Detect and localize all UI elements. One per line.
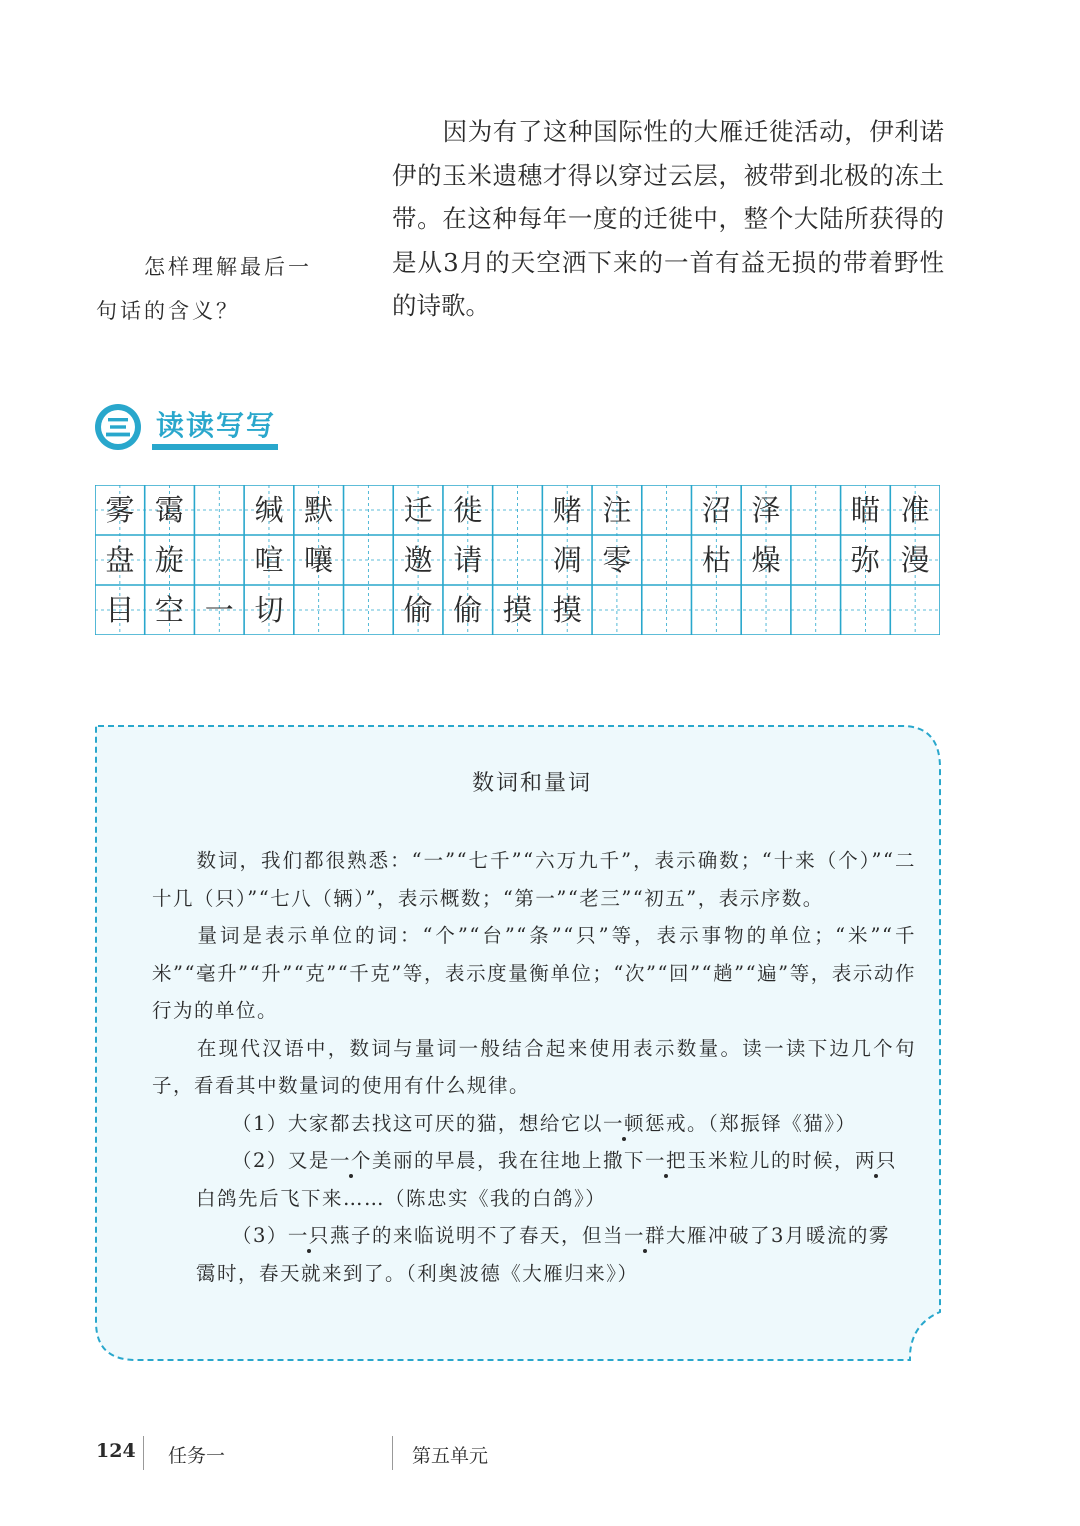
grid-character: 嚷 — [304, 543, 334, 577]
example-text: 大家都去找这可厌的猫，想给它以 — [287, 1111, 603, 1135]
example-text: 美丽的早晨，我在往地上撒下 — [371, 1149, 645, 1172]
footer-divider — [392, 1436, 393, 1470]
emphasized-measure-word: 一顿 — [602, 1111, 645, 1135]
grid-character: 枯 — [701, 543, 731, 577]
card-paragraph-text: 数词，我们都很熟悉：“一”“七千”“六万九千”，表示确数；“十来（个）”“二十几（只）”“七八（辆）”，表示概数；“第一”“老三”“初五”，表示序数。 — [152, 849, 916, 910]
grid-character: 喧 — [254, 543, 284, 577]
knowledge-card-title: 数词和量词 — [471, 771, 592, 796]
grid-character: 摸 — [502, 593, 532, 627]
footer-unit-label: 第五单元 — [412, 1445, 489, 1467]
side-note-text: 怎样理解最后一句话的含义？ — [96, 255, 312, 323]
grid-character: 默 — [304, 493, 334, 527]
footer-divider — [143, 1436, 144, 1470]
grid-character: 邀 — [403, 543, 433, 577]
grid-character: 准 — [900, 493, 930, 527]
card-paragraph-classifiers — [152, 917, 916, 1030]
emphasized-measure-word: 一群 — [623, 1224, 666, 1247]
emphasized-measure-word: 一只 — [287, 1224, 330, 1247]
page-number: 124 — [96, 1440, 136, 1462]
example-text: 又是 — [287, 1149, 330, 1172]
grid-character: 注 — [602, 493, 632, 527]
example-sentence-2 — [152, 1142, 916, 1180]
main-paragraph — [392, 110, 944, 328]
example-text: 燕子的来临说明不了春天，但当 — [329, 1224, 624, 1247]
grid-character: 摸 — [552, 593, 582, 627]
grid-character: 燥 — [751, 543, 781, 577]
grid-character: 一 — [204, 593, 234, 627]
example-text: 大雁冲破了3月暖流的雾 — [665, 1224, 890, 1247]
grid-character: 霭 — [155, 493, 185, 527]
example-sentence-3-continued: 霭时，春天就来到了。（利奥波德《大雁归来》） — [196, 1261, 639, 1285]
emphasized-measure-word: 两只 — [855, 1149, 898, 1172]
grid-character: 雾 — [105, 493, 135, 527]
emphasized-measure-word: 一把 — [644, 1149, 687, 1172]
grid-character: 泽 — [751, 493, 781, 527]
grid-character: 缄 — [254, 493, 284, 527]
grid-character: 沼 — [701, 493, 731, 527]
example-number: （2） — [232, 1149, 288, 1172]
grid-character: 凋 — [552, 543, 582, 577]
grid-character: 请 — [453, 543, 483, 577]
section-number-badge-icon — [94, 403, 142, 451]
grid-character: 空 — [155, 593, 185, 627]
example-text: 惩戒。（郑振铎《猫》） — [644, 1111, 857, 1135]
grid-character: 弥 — [850, 543, 880, 577]
example-text: 玉米粒儿的时候， — [686, 1149, 855, 1172]
example-sentence-1 — [152, 1105, 916, 1143]
grid-character: 旋 — [155, 543, 185, 577]
grid-character: 徙 — [453, 493, 483, 527]
grid-character: 漫 — [900, 543, 930, 577]
grid-character: 切 — [254, 593, 284, 627]
footer-task-label: 任务一 — [168, 1445, 226, 1467]
grid-character: 瞄 — [850, 493, 880, 527]
grid-character: 偷 — [403, 593, 433, 627]
example-number: （3） — [232, 1224, 288, 1247]
card-paragraph-numerals — [152, 842, 916, 917]
knowledge-card — [92, 724, 942, 1364]
grid-character: 零 — [602, 543, 632, 577]
side-note — [96, 245, 328, 333]
section-title-underline — [152, 444, 278, 450]
grid-character: 赌 — [552, 493, 582, 527]
emphasized-measure-word: 一个 — [329, 1149, 372, 1172]
card-paragraph-text: 量词是表示单位的词：“个”“台”“条”“只”等，表示事物的单位；“米”“千米”“毫升”“升”“克”“千克”等，表示度量衡单位；“次”“回”“趟”“遍”等，表示动作行为的单位。 — [152, 924, 916, 1022]
grid-character: 目 — [105, 593, 135, 627]
grid-character: 迁 — [403, 493, 433, 527]
card-paragraph-text: 在现代汉语中，数词与量词一般结合起来使用表示数量。读一读下边几个句子，看看其中数量词的使用有什么规律。 — [152, 1036, 916, 1097]
card-paragraph-usage — [152, 1030, 916, 1105]
word-grid-characters — [95, 485, 940, 635]
section-title: 读读写写 — [156, 409, 277, 442]
example-number: （1） — [232, 1111, 288, 1135]
knowledge-card-body — [152, 842, 916, 1292]
example-sentence-2-continued: 白鸽先后飞下来……（陈忠实《我的白鸽》） — [196, 1186, 607, 1210]
grid-character: 偷 — [453, 593, 483, 627]
grid-character: 盘 — [105, 543, 135, 577]
main-paragraph-text: 因为有了这种国际性的大雁迁徙活动，伊利诺伊的玉米遗穗才得以穿过云层，被带到北极的冻土带。在这种每年一度的迁徙中，整个大陆所获得的是从3月的天空洒下来的一首有益无损的带着野性的诗歌。 — [392, 117, 944, 320]
word-practice-grid — [95, 485, 940, 635]
example-sentence-3 — [152, 1217, 916, 1255]
